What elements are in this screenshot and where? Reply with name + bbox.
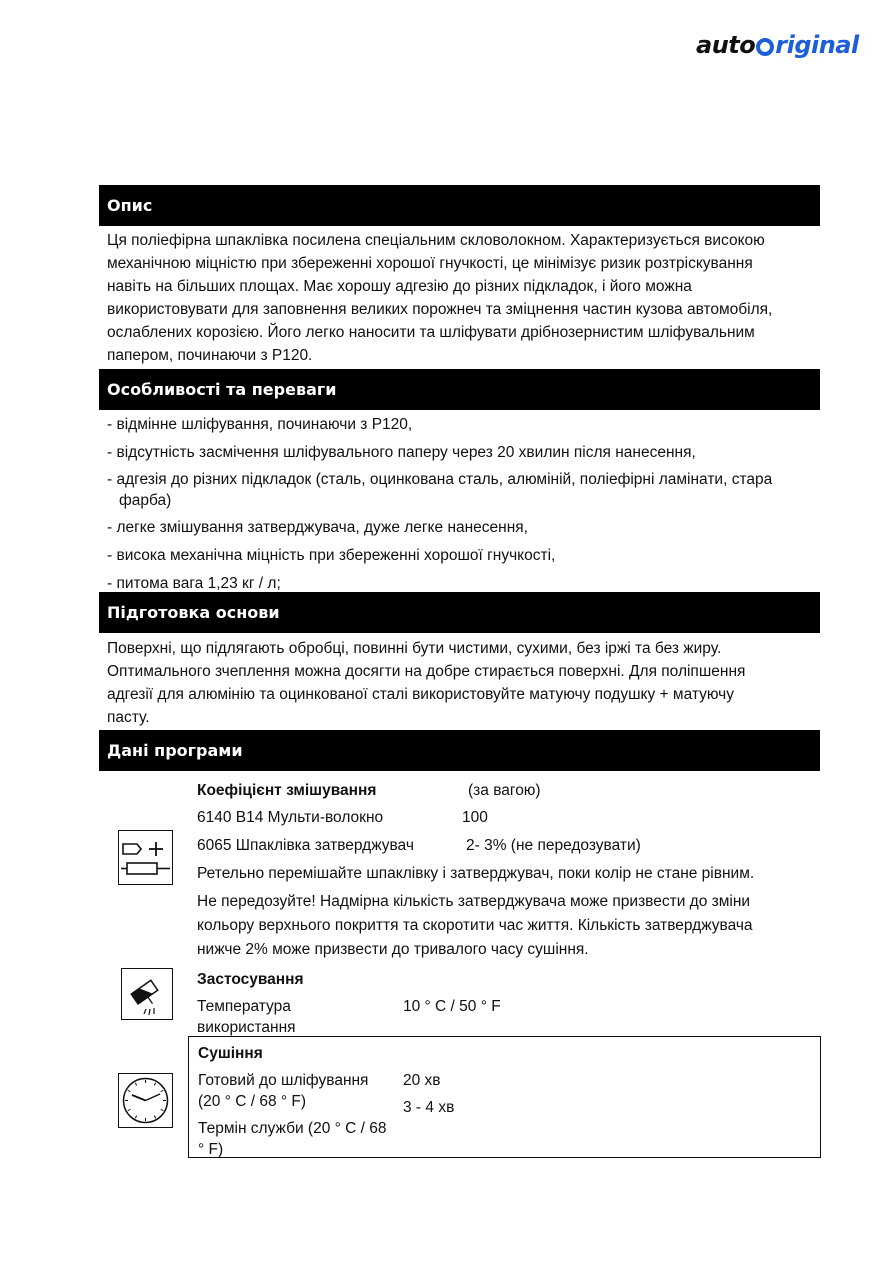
brand-logo (696, 30, 859, 60)
section-header-description: Опис (99, 185, 820, 226)
drying-life-label-line: ° F) (198, 1141, 224, 1158)
drying-life-value: 3 - 4 хв (403, 1099, 455, 1116)
mixing-row2-label: 6065 Шпаклівка затверджувач (197, 837, 414, 854)
description-text (107, 229, 817, 367)
preparation-line: Оптимального зчеплення можна досягти на добре стирається поверхні. Для поліпшення (107, 663, 746, 680)
application-temp-value: 10 ° C / 50 ° F (403, 998, 501, 1015)
preparation-text (107, 637, 817, 729)
preparation-line: Поверхні, що підлягають обробці, повинні бути чистими, сухими, без іржі та без жиру. (107, 640, 722, 657)
drying-sand-value: 20 хв (403, 1072, 441, 1089)
clock-icon (118, 1073, 173, 1128)
mixing-warning-line: Не передозуйте! Надмірна кількість затверджувача може призвести до зміни (197, 893, 751, 910)
mixing-heading: Коефіцієнт змішування (197, 782, 377, 799)
section-header-features: Особливості та переваги (99, 369, 820, 410)
drying-life-label-line: Термін служби (20 ° C / 68 (198, 1120, 387, 1137)
application-heading: Застосування (197, 971, 304, 988)
drying-sand-label-line: Готовий до шліфування (198, 1072, 369, 1089)
drying-heading: Сушіння (198, 1045, 263, 1062)
mixing-row2-value: 2- 3% (не передозувати) (466, 837, 641, 854)
mixing-warning (197, 890, 753, 962)
mixing-heading-note: (за вагою) (468, 782, 541, 799)
logo-text-original: riginal (775, 31, 859, 59)
feature-item: - адгезія до різних підкладок (сталь, оцинкована сталь, алюміній, поліефірні ламінати, стара (107, 471, 773, 488)
hardener-add-icon (118, 830, 173, 885)
mixing-row1-label: 6140 B14 Мульти-волокно (197, 809, 384, 826)
mixing-row1-value: 100 (462, 809, 488, 826)
spatula-icon (121, 968, 173, 1020)
feature-item: - легке змішування затверджувача, дуже легке нанесення, (107, 519, 528, 536)
drying-sand-label (198, 1070, 368, 1112)
mixing-warning-line: кольору верхнього покриття та скоротити час життя. Кількість затверджувача (197, 917, 753, 934)
description-line: використовувати для заповнення великих порожнеч та зміцнення частин кузова автомобіля, (107, 301, 773, 318)
description-line: папером, починаючи з P120. (107, 347, 313, 364)
feature-item: - питома вага 1,23 кг / л; (107, 575, 281, 592)
preparation-line: пасту. (107, 709, 150, 726)
description-line: навіть на більших площах. Має хорошу адгезію до різних підкладок, і його можна (107, 278, 692, 295)
logo-text-auto: auto (696, 31, 756, 59)
drying-sand-label-line: (20 ° C / 68 ° F) (198, 1093, 307, 1110)
section-header-preparation: Підготовка основи (99, 592, 820, 633)
description-line: ослаблених корозією. Його легко наносити та шліфувати дрібнозернистим шліфувальним (107, 324, 755, 341)
logo-ring-icon (756, 38, 774, 56)
feature-item-cont-text: фарба) (119, 492, 172, 509)
section-header-program: Дані програми (99, 730, 820, 771)
application-temp-label (197, 996, 296, 1038)
mixing-note: Ретельно перемішайте шпаклівку і затверджувач, поки колір не стане рівним. (197, 865, 755, 882)
application-temp-label-line: Температура (197, 998, 291, 1015)
feature-item: - відсутність засмічення шліфувального паперу через 20 хвилин після нанесення, (107, 444, 696, 461)
feature-item: - висока механічна міцність при збереженні хорошої гнучкості, (107, 547, 556, 564)
description-line: механічною міцністю при збереженні хорошої гнучкості, це мінімізує ризик розтріскування (107, 255, 753, 272)
description-line: Ця поліефірна шпаклівка посилена спеціальним скловолокном. Характеризується високою (107, 232, 765, 249)
feature-item-continuation (107, 490, 817, 511)
application-temp-label-line: використання (197, 1019, 296, 1036)
preparation-line: адгезії для алюмінію та оцинкованої сталі використовуйте матуючу подушку + матуючу (107, 686, 734, 703)
drying-life-label (198, 1118, 386, 1160)
feature-item: - відмінне шліфування, починаючи з P120, (107, 416, 413, 433)
mixing-warning-line: нижче 2% може призвести до тривалого часу сушіння. (197, 941, 589, 958)
